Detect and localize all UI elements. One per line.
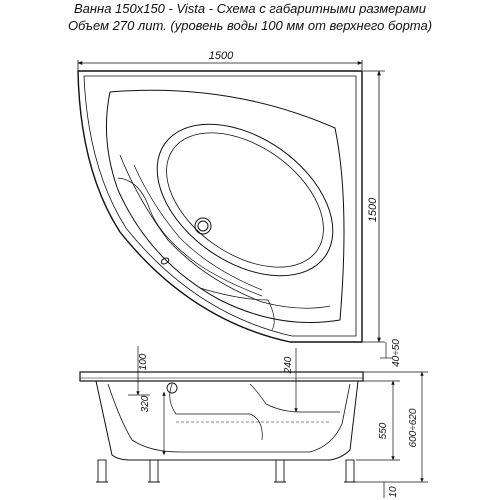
- leg-left: [98, 460, 106, 482]
- leg-mid-left: [150, 460, 158, 482]
- total-height-label: 600÷620: [408, 408, 419, 448]
- side-step: [170, 384, 263, 440]
- drain-outer: [195, 218, 211, 234]
- side-step-2: [250, 384, 340, 412]
- diagram-subtitle: Объем 270 лит. (уровень воды 100 мм от верхнего борта): [67, 18, 433, 33]
- leg-right: [346, 460, 354, 482]
- drain-inner: [198, 221, 208, 231]
- plan-view: [78, 71, 362, 342]
- rim-inner-line: [84, 76, 356, 336]
- side-view: [80, 372, 363, 482]
- foot-height-label: 10: [388, 486, 399, 498]
- basin-oval-outer: [129, 93, 361, 307]
- leg-mid-right: [276, 460, 284, 482]
- side-body-outer: [96, 381, 358, 460]
- diagram-title: Ванна 150x150 - Vista - Схема с габаритными размерами: [73, 1, 426, 16]
- side-body-inner: [108, 384, 350, 452]
- step-bottom: [200, 288, 274, 330]
- side-rim: [80, 372, 363, 381]
- depth-dimension: [356, 381, 400, 460]
- water-level-label: 100: [138, 353, 149, 371]
- drain-height-label: 320: [140, 395, 151, 413]
- depth-label: 550: [378, 422, 389, 440]
- rim-offset-label: 40÷50: [391, 339, 402, 367]
- seat-contour: [120, 155, 330, 308]
- outer-rim: [78, 71, 362, 342]
- overflow-hole: [160, 257, 169, 265]
- step-height-label: 240: [283, 356, 294, 374]
- width-label: 1500: [208, 50, 234, 62]
- length-label: 1500: [367, 197, 379, 223]
